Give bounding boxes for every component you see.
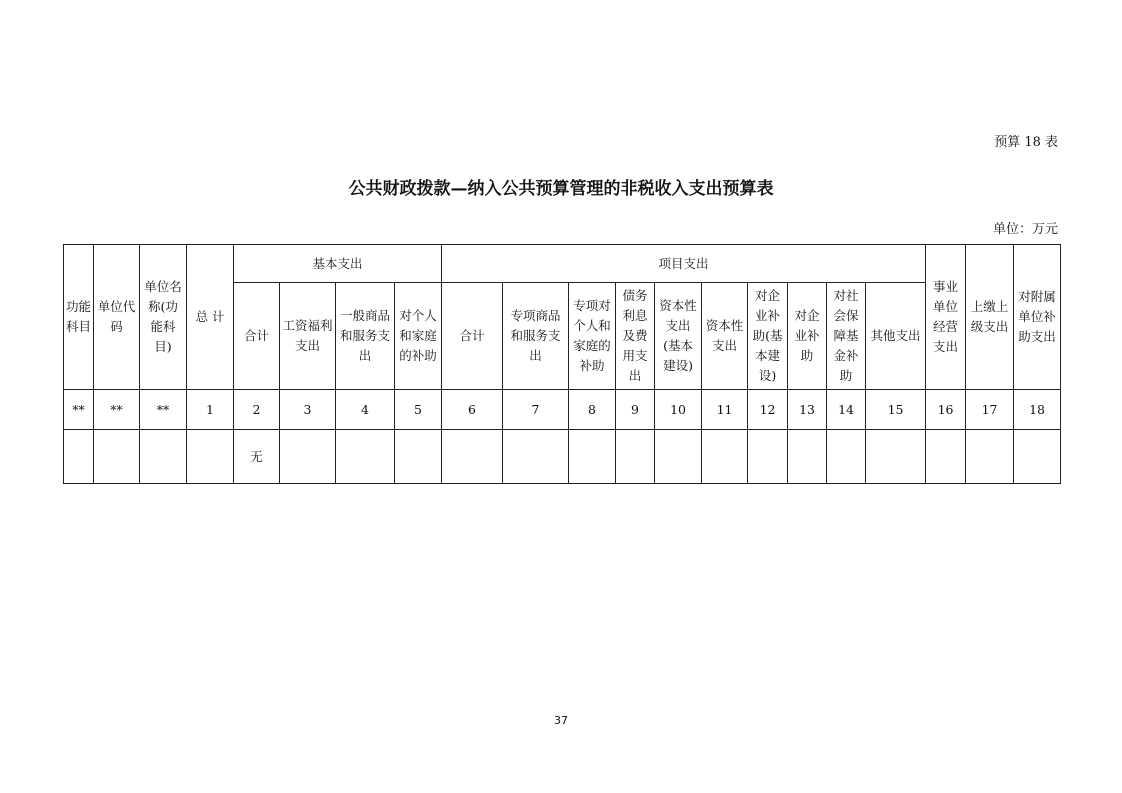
- index-cell: 5: [395, 390, 442, 430]
- header-unit-code: 单位代码: [94, 245, 140, 390]
- index-cell: 2: [234, 390, 280, 430]
- data-cell: [866, 430, 926, 484]
- data-cell: [702, 430, 748, 484]
- data-cell: [395, 430, 442, 484]
- data-cell: [569, 430, 616, 484]
- data-cell: [64, 430, 94, 484]
- data-cell: [926, 430, 966, 484]
- header-capital-build: 资本性支出(基本建设): [655, 283, 702, 390]
- header-individual: 对个人和家庭的补助: [395, 283, 442, 390]
- header-proj-goods: 专项商品和服务支出: [503, 283, 569, 390]
- data-cell: [827, 430, 866, 484]
- data-cell: [748, 430, 788, 484]
- index-cell: 13: [788, 390, 827, 430]
- index-row: [64, 390, 1061, 430]
- data-cell: [140, 430, 187, 484]
- index-cell: **: [64, 390, 94, 430]
- form-number: 预算 18 表: [994, 135, 1058, 150]
- header-wage: 工资福利支出: [280, 283, 336, 390]
- data-cell: [655, 430, 702, 484]
- index-cell: 3: [280, 390, 336, 430]
- header-business: 事业单位经营支出: [926, 245, 966, 390]
- header-capital: 资本性支出: [702, 283, 748, 390]
- index-cell: 14: [827, 390, 866, 430]
- header-social: 对社会保障基金补助: [827, 283, 866, 390]
- header-basic-total: 合计: [234, 283, 280, 390]
- data-cell: [1014, 430, 1061, 484]
- header-proj-individual: 专项对个人和家庭的补助: [569, 283, 616, 390]
- index-cell: 4: [336, 390, 395, 430]
- header-other: 其他支出: [866, 283, 926, 390]
- index-cell: 16: [926, 390, 966, 430]
- page-number: 37: [554, 714, 568, 727]
- header-goods: 一般商品和服务支出: [336, 283, 395, 390]
- index-cell: 11: [702, 390, 748, 430]
- index-cell: 15: [866, 390, 926, 430]
- index-cell: 7: [503, 390, 569, 430]
- index-cell: **: [140, 390, 187, 430]
- unit-label: 单位：万元: [992, 222, 1058, 237]
- data-cell: [788, 430, 827, 484]
- index-cell: 18: [1014, 390, 1061, 430]
- header-project-group: 项目支出: [442, 245, 926, 283]
- data-cell: [187, 430, 234, 484]
- header-total: 总 计: [187, 245, 234, 390]
- header-enterprise: 对企业补助: [788, 283, 827, 390]
- data-row: [64, 430, 1061, 484]
- header-unit-name: 单位名称(功能科目): [140, 245, 187, 390]
- data-cell: [503, 430, 569, 484]
- page-title: 公共财政拨款—纳入公共预算管理的非税收入支出预算表: [348, 179, 774, 199]
- header-superior: 上缴上级支出: [966, 245, 1014, 390]
- budget-table: [63, 244, 1061, 484]
- data-cell: [336, 430, 395, 484]
- index-cell: **: [94, 390, 140, 430]
- header-debt: 债务利息及费用支出: [616, 283, 655, 390]
- data-cell: [966, 430, 1014, 484]
- header-proj-total: 合计: [442, 283, 503, 390]
- index-cell: 12: [748, 390, 788, 430]
- data-cell: [616, 430, 655, 484]
- index-cell: 1: [187, 390, 234, 430]
- header-func-code: 功能科目: [64, 245, 94, 390]
- header-affiliated: 对附属单位补助支出: [1014, 245, 1061, 390]
- data-cell: [442, 430, 503, 484]
- data-cell-basic-total: 无: [234, 430, 280, 484]
- index-cell: 6: [442, 390, 503, 430]
- index-cell: 8: [569, 390, 616, 430]
- index-cell: 10: [655, 390, 702, 430]
- data-cell: [280, 430, 336, 484]
- header-basic-group: 基本支出: [234, 245, 442, 283]
- data-cell: [94, 430, 140, 484]
- index-cell: 9: [616, 390, 655, 430]
- header-enterprise-build: 对企业补助(基本建设): [748, 283, 788, 390]
- index-cell: 17: [966, 390, 1014, 430]
